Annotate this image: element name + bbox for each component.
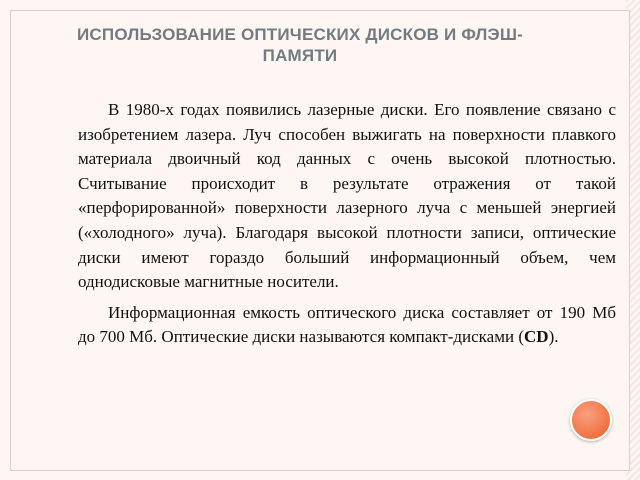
paragraph-capacity [78, 301, 616, 350]
paragraph-laser-discs: В 1980-х годах появились лазерные диски. Его появление связано с изобретением лазера. Луч способен выжигать на поверхности плавкого материала двоичный код данных с очень высокой плотностью. Считывание происходит в результате отражения от такой «перфорированной» поверхности лазерного луча с меньшей энергией («холодного» луча). Благодаря высокой плотности записи, оптические диски имеют гораздо больший информационный объем, чем однодисковые магнитные носители. [78, 100, 616, 292]
cd-abbreviation: CD [524, 327, 549, 347]
slide-title: ИСПОЛЬЗОВАНИЕ ОПТИЧЕСКИХ ДИСКОВ И ФЛЭШ-ПАМЯТИ [77, 25, 523, 65]
capacity-text: Информационная емкость оптического диска составляет от 190 Мб до 700 Мб. Оптические диски называются компакт-дисками ( [78, 302, 616, 347]
slide-body [78, 98, 616, 356]
capacity-end: ). [548, 327, 559, 347]
orange-circle-icon [570, 399, 612, 441]
